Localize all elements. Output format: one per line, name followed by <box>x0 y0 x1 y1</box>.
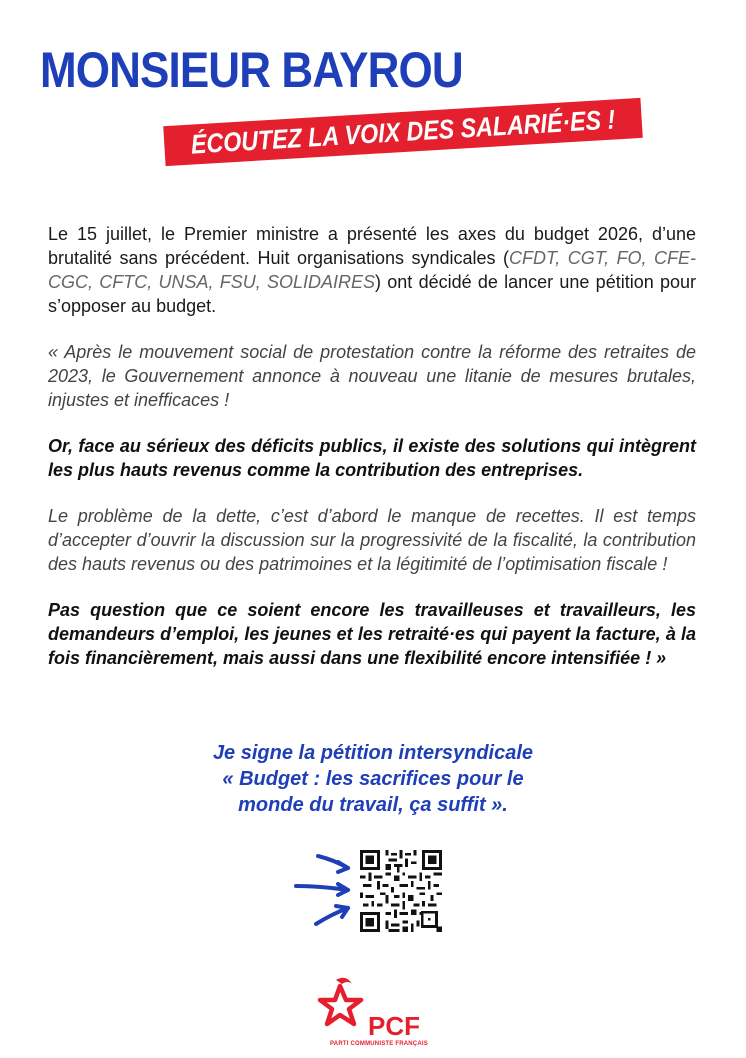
cta-line-1: Je signe la pétition intersyndicale <box>212 742 534 764</box>
petition-call-to-action <box>160 740 586 818</box>
subtitle-banner <box>163 98 643 166</box>
intro-text-end: ) ont décidé de lancer une pétition pour s’opposer au budget. <box>48 272 697 316</box>
page-title: MONSIEUR BAYROU <box>40 42 463 98</box>
quote-paragraph-3: Le problème de la dette, c’est d’abord le manque de recettes. Il est temps d’accepter d’ouvrir la discussion sur la progressivité de la fiscalité, la contribution des hauts revenus ou des patrimoines et la légitimité de l’optimisation fiscale ! <box>48 506 696 574</box>
quote-paragraph-4: Pas question que ce soient encore les travailleuses et travailleurs, les demandeurs d’emploi, les jeunes et les retraité·es qui payent la facture, à la fois financièrement, mais aussi dans une flexibilité encore intensifiée ! » <box>48 600 696 668</box>
quote-paragraph-1: « Après le mouvement social de protestation contre la réforme des retraites de 2023, le Gouvernement annonce à nouveau une litanie de mesures brutales, injustes et inefficaces ! <box>48 342 696 410</box>
logo-subtitle: PARTI COMMUNISTE FRANÇAIS <box>330 1041 428 1047</box>
paragraph-intro <box>48 222 696 318</box>
union-list: CFDT, CGT, FO, CFE-CGC, CFTC, UNSA, FSU, SOLIDAIRES <box>48 248 696 292</box>
quote-paragraph-2: Or, face au sérieux des déficits publics, il existe des solutions qui intègrent les plus hauts revenus comme la contribution des entreprises. <box>48 436 696 480</box>
intro-text-start: Le 15 juillet, le Premier ministre a présenté les axes du budget 2026, d’une brutalité sans précédent. Huit organisations syndicales ( <box>48 224 696 268</box>
logo-name: PCF <box>368 1011 420 1041</box>
cta-line-3: monde du travail, ça suffit ». <box>238 794 508 816</box>
cta-line-2: « Budget : les sacrifices pour le <box>222 768 524 790</box>
qr-code[interactable] <box>360 850 442 932</box>
arrows-icon <box>290 850 362 930</box>
subtitle-banner-text: ÉCOUTEZ LA VOIX DES SALARIÉ·ES ! <box>190 103 616 160</box>
article-body <box>48 222 696 692</box>
